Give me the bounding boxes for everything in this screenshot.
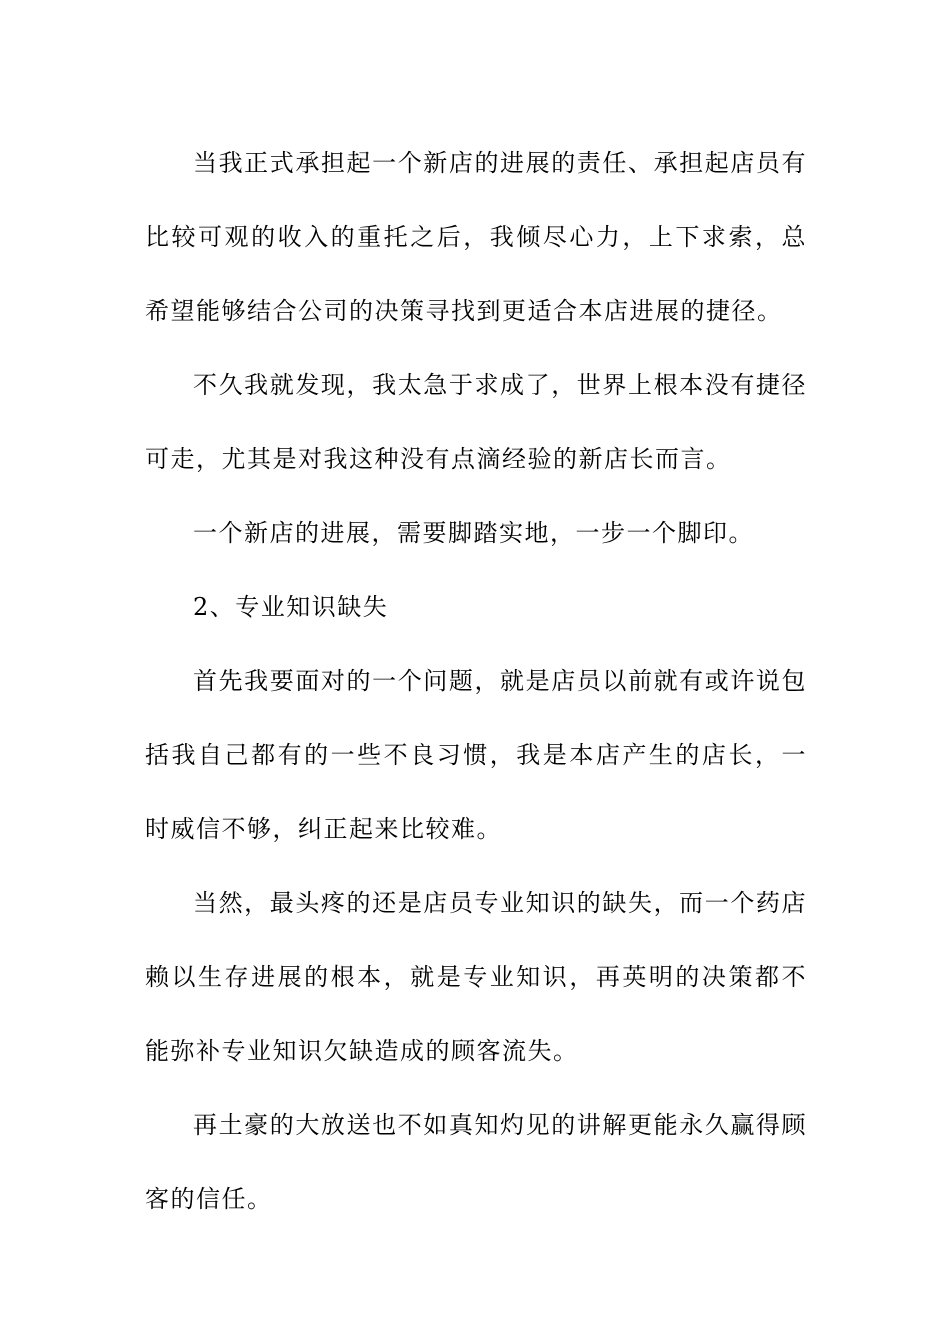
document-body: [145, 126, 807, 1236]
paragraph-4: 首先我要面对的一个问题，就是店员以前就有或许说包括我自己都有的一些不良习惯，我是本店产生的店长，一时威信不够，纠正起来比较难。: [145, 667, 807, 843]
section-heading: 2、专业知识缺失: [193, 593, 389, 621]
paragraph-3: 一个新店的进展，需要脚踏实地，一步一个脚印。: [193, 519, 754, 547]
paragraph-6: 再土豪的大放送也不如真知灼见的讲解更能永久赢得顾客的信任。: [145, 1111, 807, 1213]
paragraph-1: 当我正式承担起一个新店的进展的责任、承担起店员有比较可观的收入的重托之后，我倾尽心力，上下求索，总希望能够结合公司的决策寻找到更适合本店进展的捷径。: [145, 149, 807, 325]
paragraph-2: 不久我就发现，我太急于求成了，世界上根本没有捷径可走，尤其是对我这种没有点滴经验的新店长而言。: [145, 371, 807, 473]
paragraph-5: 当然，最头疼的还是店员专业知识的缺失，而一个药店赖以生存进展的根本，就是专业知识，再英明的决策都不能弥补专业知识欠缺造成的顾客流失。: [145, 889, 807, 1065]
